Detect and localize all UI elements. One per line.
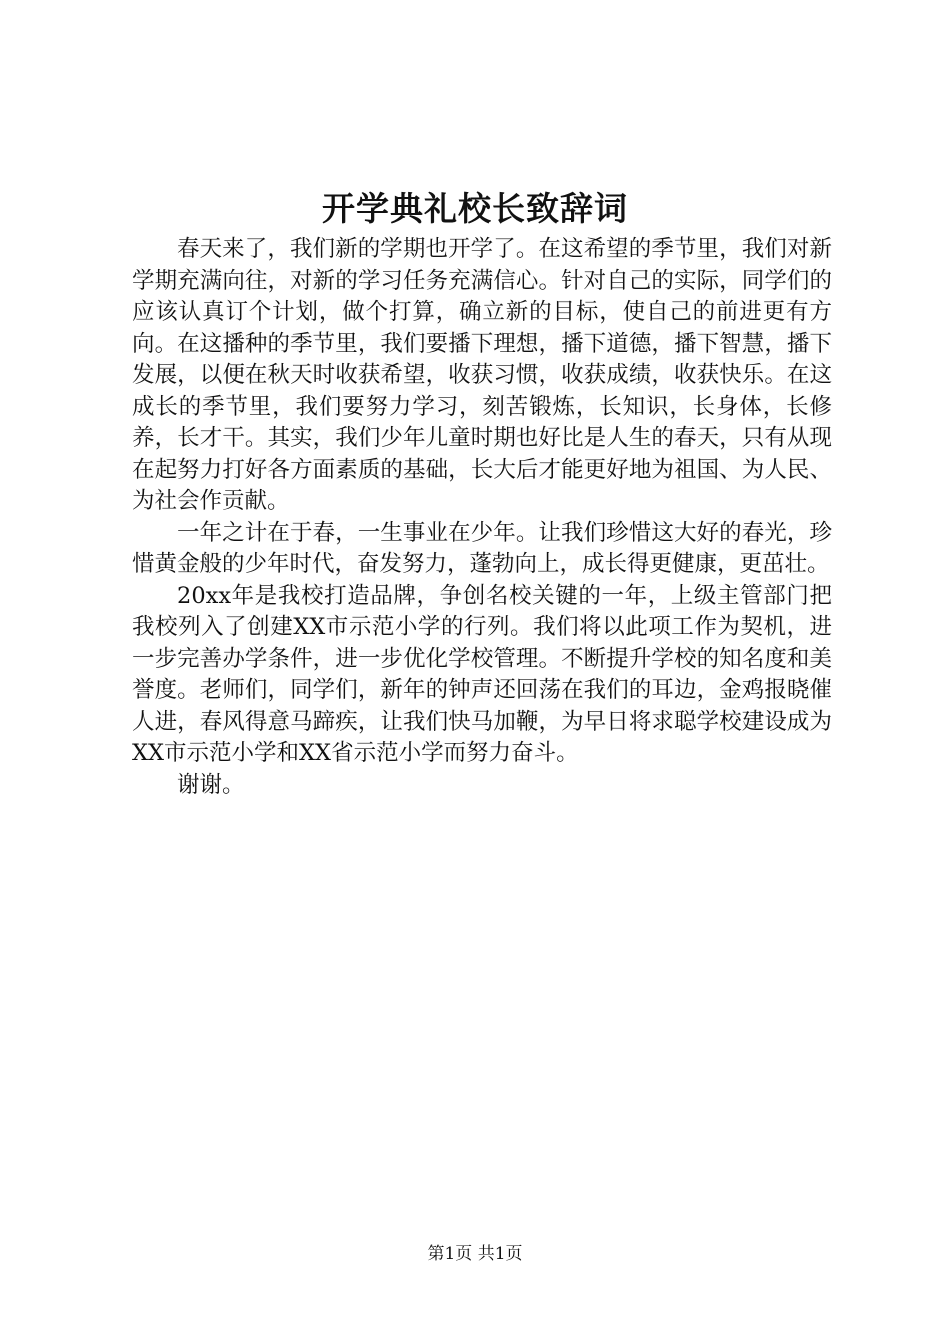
paragraph-1: 春天来了，我们新的学期也开学了。在这希望的季节里，我们对新学期充满向往，对新的学习任务充满信心。针对自己的实际，同学们的应该认真订个计划，做个打算，确立新的目标，使自己的前进更有方向。在这播种的季节里，我们要播下理想，播下道德，播下智慧，播下发展，以便在秋天时收获希望，收获习惯，收获成绩，收获快乐。在这成长的季节里，我们要努力学习，刻苦锻炼，长知识，长身体，长修养，长才干。其实，我们少年儿童时期也好比是人生的春天，只有从现在起努力打好各方面素质的基础，长大后才能更好地为祖国、为人民、为社会作贡献。 bbox=[132, 236, 832, 514]
paragraph-3: 20xx年是我校打造品牌，争创名校关键的一年，上级主管部门把我校列入了创建XX市示范小学的行列。我们将以此项工作为契机，进一步完善办学条件，进一步优化学校管理。不断提升学校的知名度和美誉度。老师们，同学们，新年的钟声还回荡在我们的耳边，金鸡报晓催人进，春风得意马蹄疾，让我们快马加鞭，为早日将求聪学校建设成为XX市示范小学和XX省示范小学而努力奋斗。 bbox=[132, 582, 832, 766]
document-body bbox=[132, 234, 832, 801]
paragraph-2: 一年之计在于春，一生事业在少年。让我们珍惜这大好的春光，珍惜黄金般的少年时代，奋发努力，蓬勃向上，成长得更健康，更茁壮。 bbox=[132, 519, 832, 577]
page-footer: 第1页 共1页 bbox=[427, 1244, 523, 1264]
paragraph-4: 谢谢。 bbox=[177, 771, 245, 798]
document-title: 开学典礼校长致辞词 bbox=[322, 189, 628, 228]
